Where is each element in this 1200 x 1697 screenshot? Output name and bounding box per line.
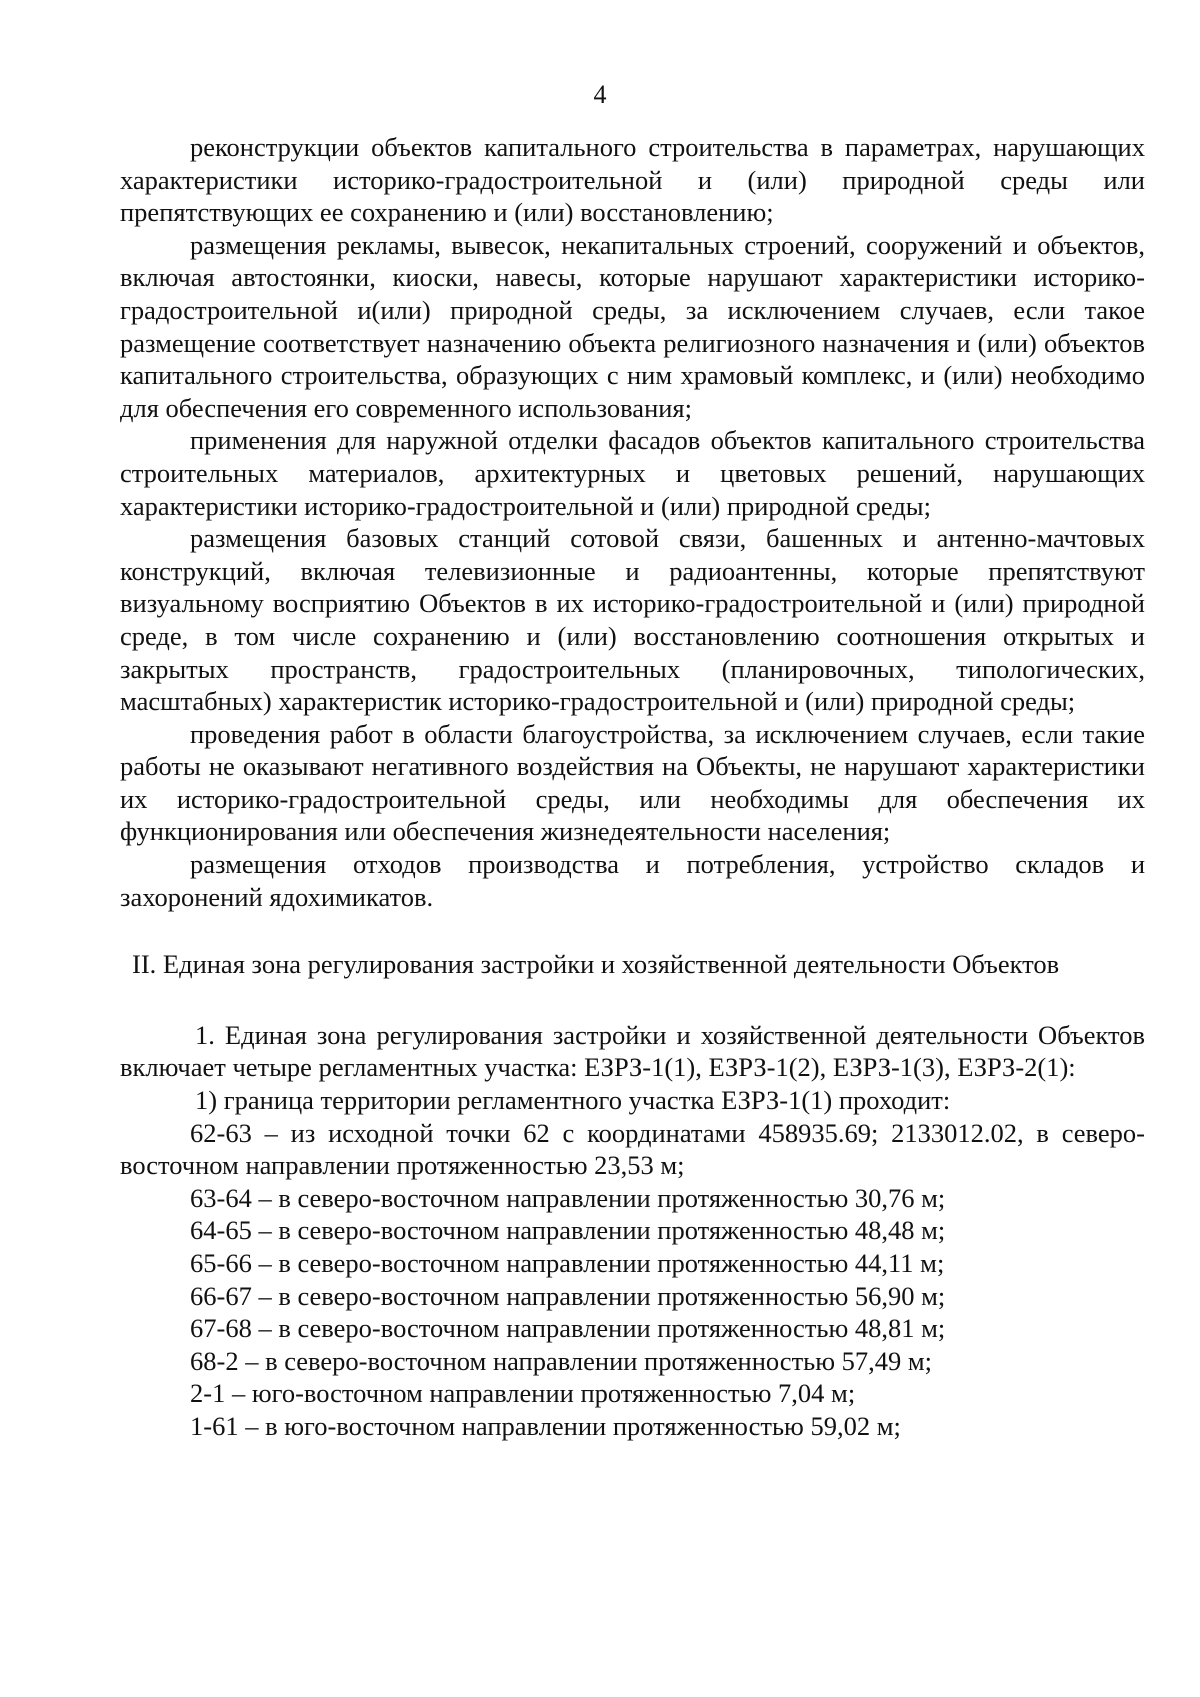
paragraph: реконструкции объектов капитального строительства в параметрах, нарушающих характеристики историко-градостроительной и (или) природной среды или препятствующих ее сохранению и (или) восстановлению; — [120, 132, 1145, 228]
section-paragraph: 62-63 – из исходной точки 62 с координатами 458935.69; 2133012.02, в северо-восточном направлении протяженностью 23,53 м; — [120, 1117, 1145, 1181]
boundary-line: 64-65 – в северо-восточном направлении протяженностью 48,48 м; — [190, 1215, 946, 1246]
section-paragraph: 1) граница территории регламентного участка ЕЗРЗ-1(1) проходит: — [195, 1085, 951, 1116]
paragraph: размещения базовых станций сотовой связи, башенных и антенно-мачтовых конструкций, включая телевизионные и радиоантенны, которые препятствуют визуальному восприятию Объектов в их историко-градостроительной и (или) природной среде, в том числе сохранению и (или) восстановлению соотношения открытых и закрытых пространств, градостроительных (планировочных, типологических, масштабных) характеристик историко-градостроительной и (или) природной среды; — [120, 523, 1145, 717]
boundary-line: 65-66 – в северо-восточном направлении протяженностью 44,11 м; — [190, 1248, 945, 1278]
boundary-line: 67-68 – в северо-восточном направлении протяженностью 48,81 м; — [190, 1313, 946, 1344]
boundary-line: 66-67 – в северо-восточном направлении протяженностью 56,90 м; — [190, 1280, 946, 1311]
boundary-line: 63-64 – в северо-восточном направлении протяженностью 30,76 м; — [190, 1182, 946, 1213]
boundary-line: 68-2 – в северо-восточном направлении протяженностью 57,49 м; — [190, 1345, 933, 1376]
boundary-line: 1-61 – в юго-восточном направлении протяженностью 59,02 м; — [190, 1410, 901, 1441]
paragraph: размещения рекламы, вывесок, некапитальных строений, сооружений и объектов, включая автостоянки, киоски, навесы, которые нарушают характеристики историко- градостроительной и(или) природной среды, за исключением случаев, если такое размещение соответствует назначению объекта религиозного назначения и (или) объектов капитального строительства, образующих с ним храмовый комплекс, и (или) необходимо для обеспечения его современного использования; — [120, 229, 1145, 423]
paragraph: размещения отходов производства и потребления, устройство складов и захоронений ядохимикатов. — [120, 849, 1145, 912]
boundary-line: 2-1 – юго-восточном направлении протяженностью 7,04 м; — [190, 1378, 856, 1409]
page-number: 4 — [593, 80, 607, 109]
paragraph: проведения работ в области благоустройства, за исключением случаев, если такие работы не оказывают негативного воздействия на Объекты, не нарушают характеристики их историко-градостроительной среды, или необходимы для обеспечения их функционирования или обеспечения жизнедеятельности населения; — [120, 718, 1145, 847]
paragraph: применения для наружной отделки фасадов объектов капитального строительства строительных материалов, архитектурных и цветовых решений, нарушающих характеристики историко-градостроительной и (или) природной среды; — [120, 425, 1145, 521]
section-paragraph: 1. Единая зона регулирования застройки и хозяйственной деятельности Объектов включает четыре регламентных участка: ЕЗРЗ-1(1), ЕЗРЗ-1(2), ЕЗРЗ-1(3), ЕЗРЗ-2(1): — [120, 1019, 1145, 1083]
document-body — [120, 131, 1145, 1443]
section-heading: II. Единая зона регулирования застройки и хозяйственной деятельности Объектов — [132, 949, 1060, 980]
